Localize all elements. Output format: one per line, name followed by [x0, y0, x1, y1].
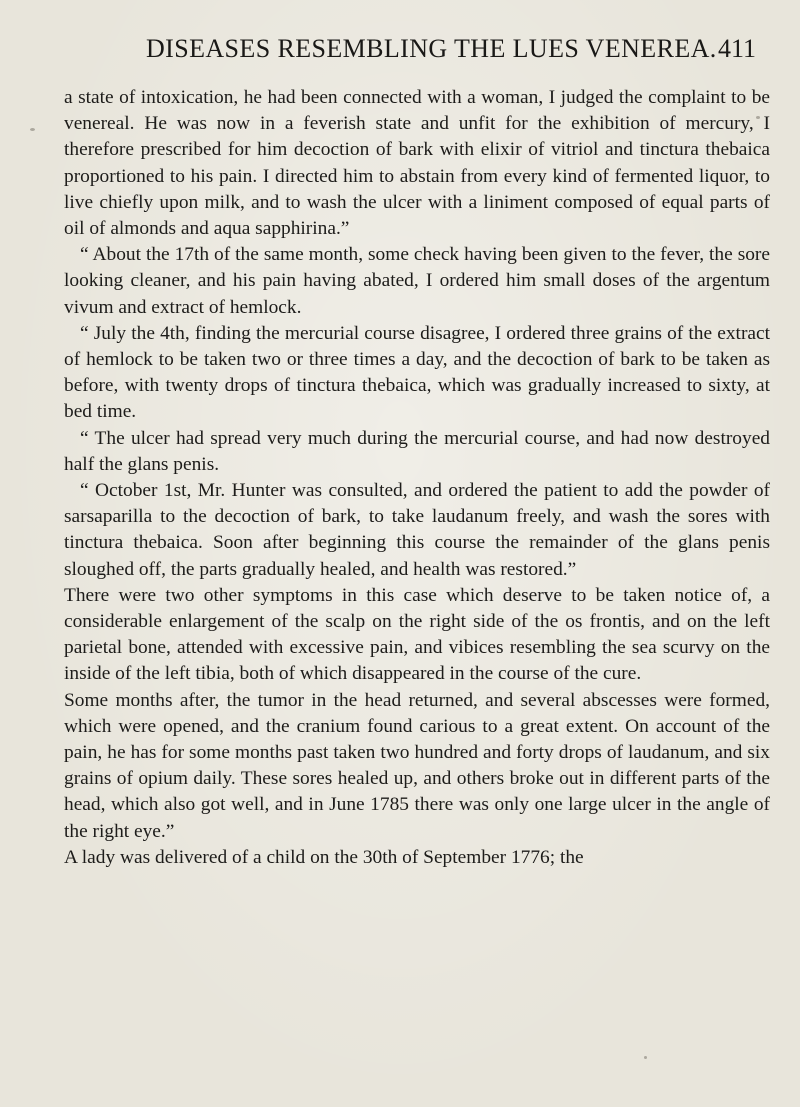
- paper-speck: [756, 116, 760, 119]
- paragraph-tumor-returned: Some months after, the tumor in the head returned, and several abscesses were formed, which were opened, and the cranium found carious to a great extent. On account of the pain, he has for some months past taken two hundred and forty drops of laudanum, and six grains of opium daily. These sores healed up, and others broke out in different parts of the head, which also got well, and in June 1785 there was only one large ulcer in the angle of the right eye.”: [64, 689, 770, 842]
- running-head: [146, 34, 757, 74]
- paragraph-july-4th: “ July the 4th, finding the mercurial course disagree, I ordered three grains of the extract of hemlock to be taken two or three times a day, and the decoction of bark to be taken as before, with twenty drops of tinctura thebaica, which was gradually increased to sixty, at bed time.: [64, 322, 770, 423]
- paper-speck: [644, 1056, 647, 1059]
- paragraph-17th: “ About the 17th of the same month, some check having been given to the fever, the sore looking cleaner, and his pain having abated, I ordered him small doses of the argentum vivum and extract of hemlock.: [64, 244, 770, 318]
- running-title: DISEASES RESEMBLING THE LUES VENEREA.: [146, 34, 717, 63]
- paragraph-ulcer-spread: “ The ulcer had spread very much during the mercurial course, and had now destroyed half the glans penis.: [64, 427, 770, 475]
- paragraph-lady-delivered: A lady was delivered of a child on the 30th of September 1776; the: [64, 846, 584, 868]
- body-text: [64, 85, 770, 871]
- paragraph-other-symptoms: There were two other symptoms in this case which deserve to be taken notice of, a considerable enlargement of the scalp on the right side of the os frontis, and on the left parietal bone, attended with excessive pain, and vibices resembling the sea scurvy on the inside of the left tibia, both of which disappeared in the course of the cure.: [64, 584, 770, 685]
- paragraph-continuation: a state of intoxication, he had been connected with a woman, I judged the complaint to be venereal. He was now in a feverish state and unfit for the exhibition of mercury, I therefore prescribed for him decoction of bark with elixir of vitriol and tinctura thebaica proportioned to his pain. I directed him to abstain from every kind of fermented liquor, to live chiefly upon milk, and to wash the ulcer with a liniment composed of equal parts of oil of almonds and aqua sapphirina.”: [64, 87, 770, 240]
- paper-speck: [30, 128, 35, 131]
- page-number: 411: [718, 34, 757, 63]
- paragraph-october-1st: “ October 1st, Mr. Hunter was consulted, and ordered the patient to add the powder of sarsaparilla to the decoction of bark, to take laudanum freely, and wash the sores with tinctura thebaica. Soon after beginning this course the remainder of the glans penis sloughed off, the parts gradually healed, and health was restored.”: [64, 480, 770, 580]
